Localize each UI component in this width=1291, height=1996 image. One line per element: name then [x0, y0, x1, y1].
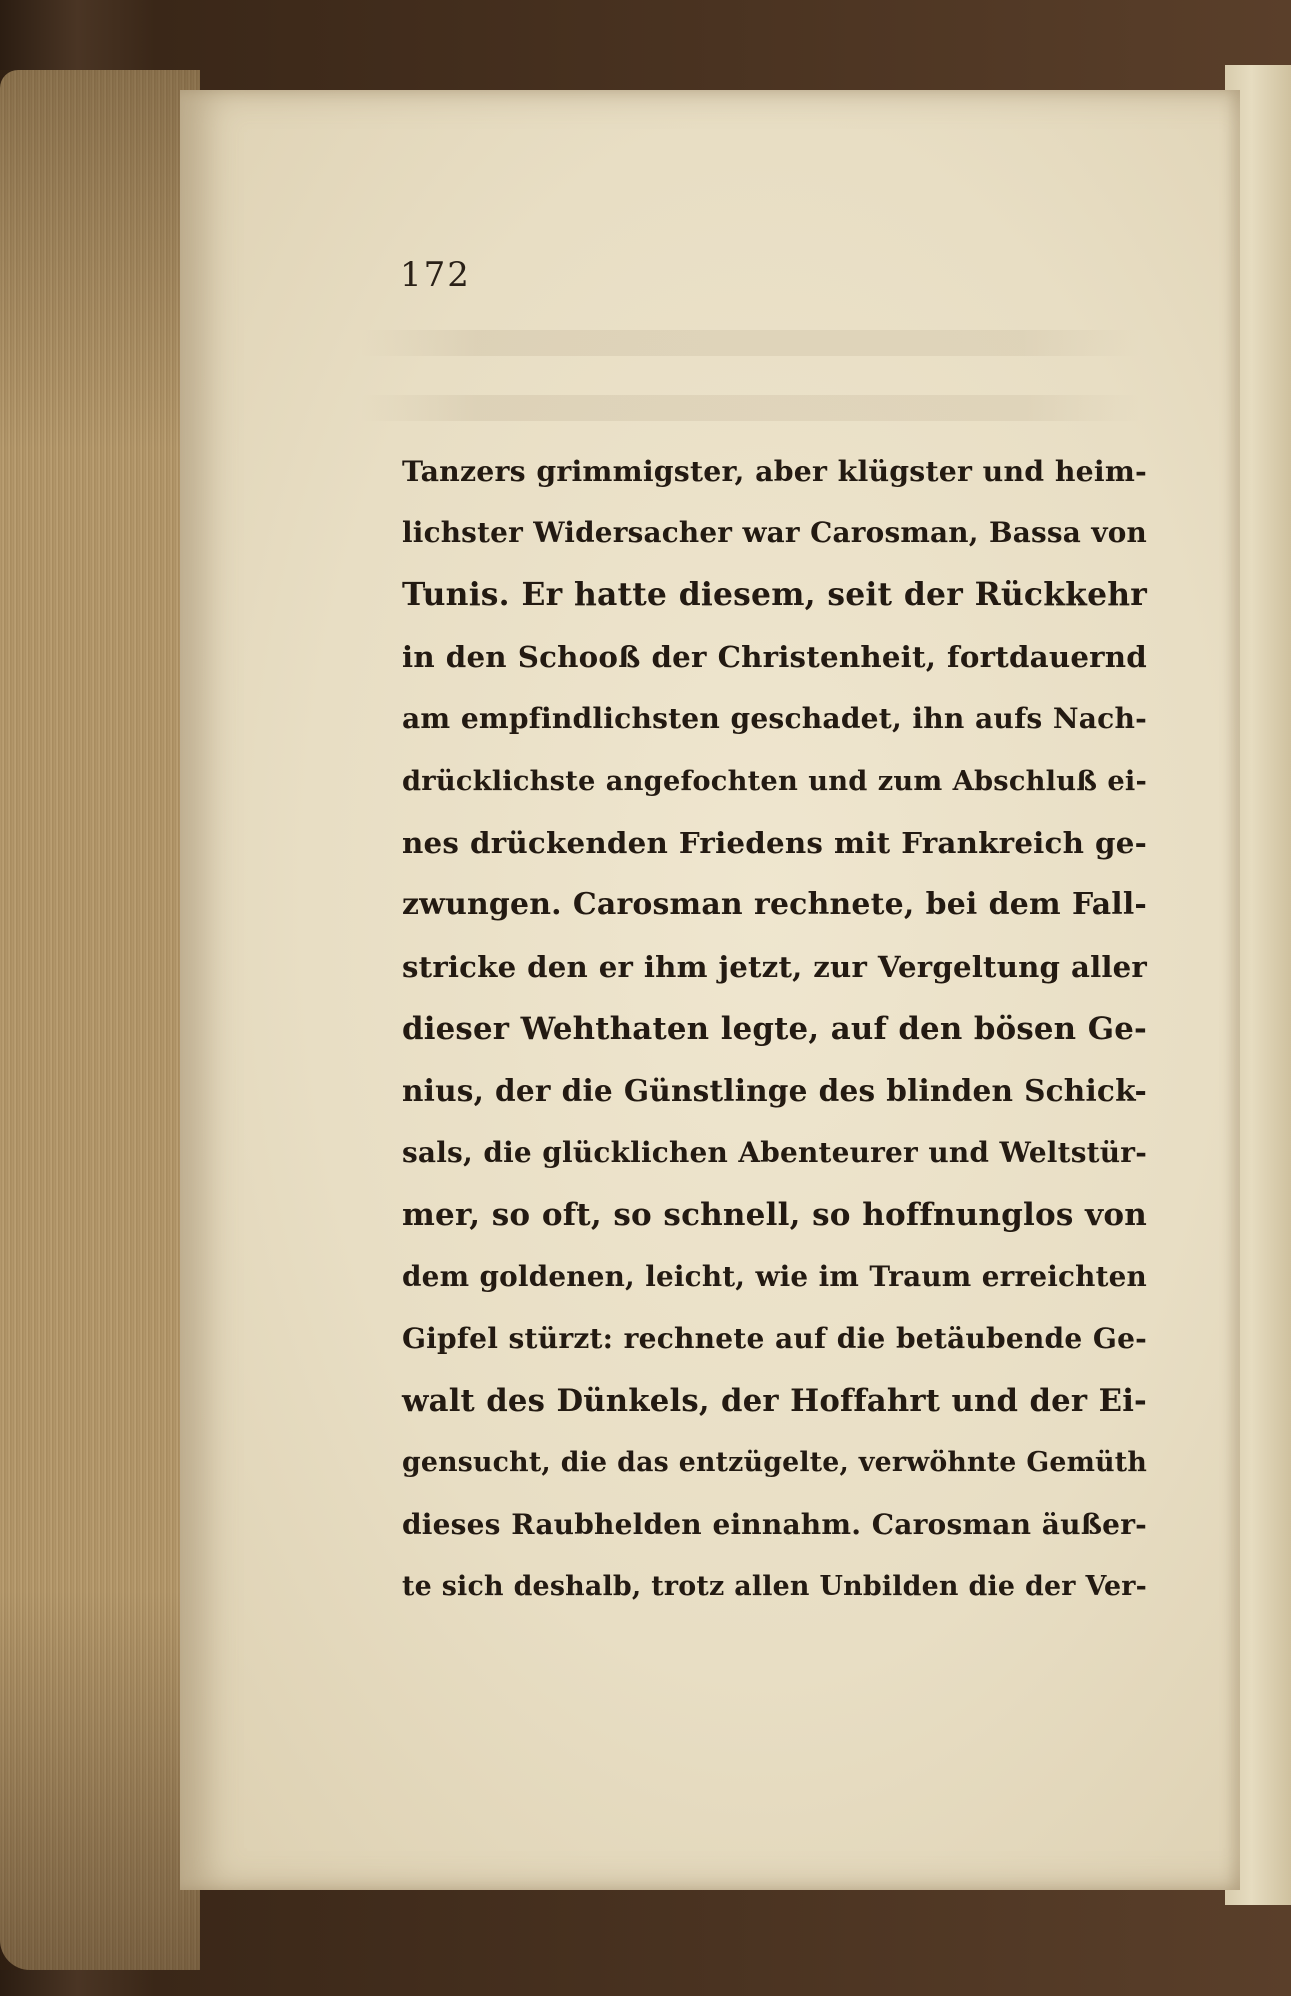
text-line: te sich deshalb, trotz allen Unbilden die der Ver- — [402, 1571, 1147, 1602]
text-line: gensucht, die das entzügelte, verwöhnte Gemüth — [402, 1447, 1147, 1478]
text-line: walt des Dünkels, der Hoffahrt und der Ei- — [402, 1383, 1147, 1419]
text-line: dem goldenen, leicht, wie im Traum erreichten — [402, 1260, 1147, 1293]
text-line: stricke den er ihm jetzt, zur Vergeltung aller — [402, 950, 1147, 984]
text-line: dieser Wehthaten legte, auf den bösen Ge- — [402, 1011, 1147, 1047]
text-line: dieses Raubhelden einnahm. Carosman äußer- — [402, 1508, 1147, 1541]
text-line: nius, der die Günstlinge des blinden Schick- — [402, 1073, 1147, 1108]
bleed-through-line — [360, 395, 1140, 421]
text-line: lichster Widersacher war Carosman, Bassa von — [402, 516, 1147, 549]
bleed-through-line — [360, 330, 1140, 356]
text-line: Gipfel stürzt: rechnete auf die betäubende Ge- — [402, 1322, 1147, 1355]
page-number: 172 — [400, 255, 471, 295]
text-line: in den Schooß der Christenheit, fortdauernd — [402, 639, 1147, 674]
body-text — [402, 440, 1147, 1618]
text-line: Tanzers grimmigster, aber klügster und heim- — [402, 454, 1147, 488]
text-line: sals, die glücklichen Abenteurer und Weltstür- — [402, 1136, 1147, 1169]
book-page-edges — [0, 70, 200, 1970]
text-line: Tunis. Er hatte diesem, seit der Rückkehr — [402, 577, 1147, 613]
text-line: am empfindlichsten geschadet, ihn aufs Nach- — [402, 702, 1147, 735]
text-line: drücklichste angefochten und zum Abschluß ei- — [402, 765, 1147, 797]
text-line: mer, so oft, so schnell, so hoffnunglos von — [402, 1197, 1147, 1233]
text-line: nes drückenden Friedens mit Frankreich ge- — [402, 825, 1147, 860]
text-line: zwungen. Carosman rechnete, bei dem Fall- — [402, 887, 1147, 922]
